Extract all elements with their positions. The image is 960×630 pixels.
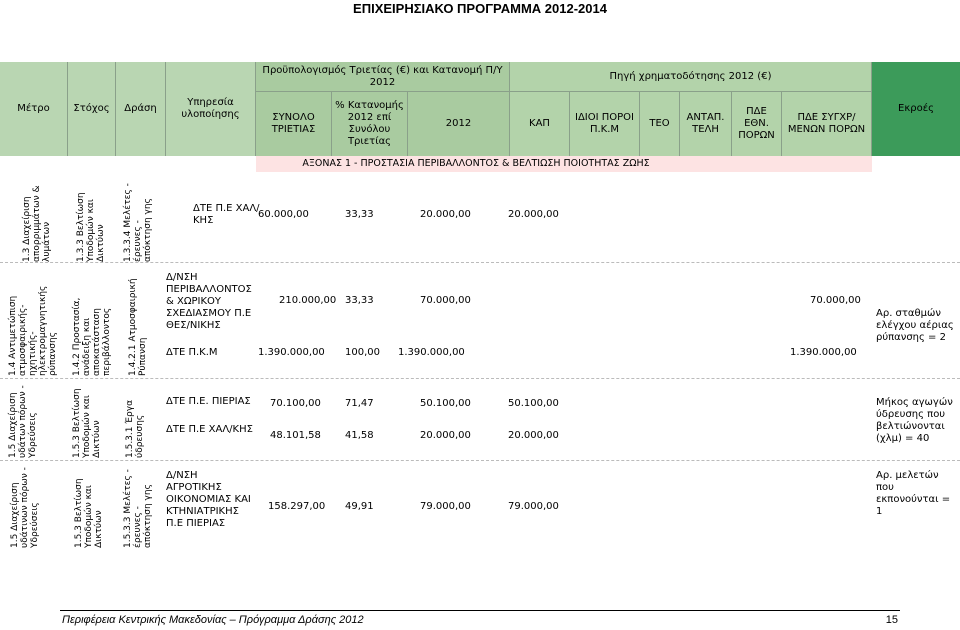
row3-2012-1: 50.100,00 [420, 398, 471, 409]
row1-ypiresia: ΔΤΕ Π.Ε ΧΑΛ/ΚΗΣ [193, 203, 260, 226]
row2-pososto-1: 33,33 [345, 295, 374, 306]
row1-metro: 1.3 Διαχείριση απορριμμάτων & λυμάτων [22, 185, 52, 262]
col-idioi: ΙΔΙΟΙ ΠΟΡΟΙ Π.Κ.Μ [570, 92, 640, 156]
row2-pde-ethn-2: 1.390.000,00 [790, 347, 857, 358]
footer-rule [60, 610, 900, 611]
col-synolo: ΣΥΝΟΛΟ ΤΡΙΕΤΙΑΣ [256, 92, 332, 156]
col-kap: ΚΑΠ [510, 92, 570, 156]
row3-ypiresia-2: ΔΤΕ Π.Ε ΧΑΛ/ΚΗΣ [166, 424, 253, 435]
row3-kap-1: 50.100,00 [508, 398, 559, 409]
row3-ypiresia-1: ΔΤΕ Π.Ε. ΠΙΕΡΙΑΣ [166, 396, 251, 407]
row4-ekroes: Αρ. μελετών που εκπονούνται = 1 [876, 470, 951, 517]
footer-text: Περιφέρεια Κεντρικής Μακεδονίας – Πρόγραμμα Δράσης 2012 [62, 614, 364, 626]
row3-synolo-1: 70.100,00 [270, 398, 321, 409]
row-divider [0, 378, 960, 379]
row3-2012-2: 20.000,00 [420, 430, 471, 441]
row2-drasi: 1.4.2.1 Ατμοσφαιρική Ρύπανση [128, 278, 148, 376]
row4-drasi: 1.5.3.3 Μελέτες - έρευνες - απόκτηση γης [123, 469, 153, 548]
row1-drasi: 1.3.3.4 Μελέτες - έρευνες - απόκτηση γης [123, 183, 153, 262]
row2-metro: 1.4 Αντιμετώπιση ατμοσφαιρικής-ηχητικής-ηλεκτρομαγνητικής ρύπανσης [8, 285, 58, 376]
row1-kap: 20.000,00 [508, 209, 559, 220]
row3-synolo-2: 48.101,58 [270, 430, 321, 441]
col-pde-ethn: ΠΔΕ ΕΘΝ. ΠΟΡΩΝ [732, 92, 782, 156]
col-ekroes: Εκροές [898, 103, 934, 114]
col-2012: 2012 [408, 92, 510, 156]
row-divider [0, 460, 960, 461]
row2-synolo-2: 1.390.000,00 [258, 347, 325, 358]
row2-ypiresia-1: Δ/ΝΣΗ ΠΕΡΙΒΑΛΛΟΝΤΟΣ & ΧΩΡΙΚΟΥ ΣΧΕΔΙΑΣΜΟΥ Π.Ε ΘΕΣ/ΝΙΚΗΣ [166, 272, 252, 331]
row4-pososto: 49,91 [345, 501, 374, 512]
row2-ypiresia-2: ΔΤΕ Π.Κ.Μ [166, 347, 218, 358]
col-source-group: Πηγή χρηματοδότησης 2012 (€) [510, 62, 872, 92]
row-divider [0, 262, 960, 263]
row2-synolo-1: 210.000,00 [279, 295, 337, 306]
row4-stoxos: 1.5.3 Βελτίωση Υποδομών και Δικτύων [74, 478, 104, 548]
row1-pososto: 33,33 [345, 209, 374, 220]
col-teo: ΤΕΟ [640, 92, 680, 156]
row3-pososto-1: 71,47 [345, 398, 374, 409]
row2-ekroes: Αρ. σταθμών ελέγχου αέριας ρύπανσης = 2 [876, 308, 954, 343]
row3-stoxos: 1.5.3 Βελτίωση Υποδομών και Δικτύων [72, 388, 102, 458]
col-stoxos: Στόχος [68, 62, 116, 156]
page-number: 15 [885, 614, 898, 626]
row2-pde-sygxr-1: 70.000,00 [810, 295, 861, 306]
row2-stoxos: 1.4.2 Προστασία, ανάδειξη και αποκατάσταση περιβάλλοντος [72, 297, 112, 376]
col-antap: ΑΝΤΑΠ. ΤΕΛΗ [680, 92, 732, 156]
row3-kap-2: 20.000,00 [508, 430, 559, 441]
row3-pososto-2: 41,58 [345, 430, 374, 441]
row2-2012-2: 1.390.000,00 [398, 347, 465, 358]
col-pde-sygxr: ΠΔΕ ΣΥΓΧΡ/ΜΕΝΩΝ ΠΟΡΩΝ [782, 92, 872, 156]
row3-drasi: 1.5.3.1 Έργα ύδρευσης [125, 399, 145, 458]
row4-2012: 79.000,00 [420, 501, 471, 512]
row1-stoxos: 1.3.3 Βελτίωση Υποδομών και Δικτύων [76, 192, 106, 262]
row1-2012: 20.000,00 [420, 209, 471, 220]
row1-synolo: 60.000,00 [258, 209, 309, 220]
row3-ekroes: Μήκος αγωγών ύδρευσης που βελτιώνονται (χλμ) = 40 [876, 397, 953, 444]
row4-metro: 1.5 Διαχείριση υδάτινων πόρων - Υδρεύσεις [10, 467, 40, 548]
page-title: ΕΠΙΧΕΙΡΗΣΙΑΚΟ ΠΡΟΓΡΑΜΜΑ 2012-2014 [353, 1, 607, 16]
row4-kap: 79.000,00 [508, 501, 559, 512]
row3-metro: 1.5 Διαχείριση υδάτων πόρων - Υδρεύσεις [8, 385, 38, 458]
col-ypiresia: Υπηρεσία υλοποίησης [166, 62, 256, 156]
row2-pososto-2: 100,00 [345, 347, 380, 358]
col-metro: Μέτρο [0, 62, 68, 156]
col-drasi: Δράση [116, 62, 166, 156]
row4-ypiresia: Δ/ΝΣΗ ΑΓΡΟΤΙΚΗΣ ΟΙΚΟΝΟΜΙΑΣ ΚΑΙ ΚΤΗΝΙΑΤΡΙΚΗΣ Π.Ε ΠΙΕΡΙΑΣ [166, 470, 251, 529]
col-pososto: % Κατανομής 2012 επί Συνόλου Τριετίας [332, 92, 408, 156]
col-budget-group: Προϋπολογισμός Τριετίας (€) και Κατανομή Π/Υ 2012 [256, 62, 510, 92]
axis-title: ΑΞΟΝΑΣ 1 - ΠΡΟΣΤΑΣΙΑ ΠΕΡΙΒΑΛΛΟΝΤΟΣ & ΒΕΛΤΙΩΣΗ ΠΟΙΟΤΗΤΑΣ ΖΩΗΣ [302, 158, 650, 169]
row4-synolo: 158.297,00 [268, 501, 326, 512]
row2-2012-1: 70.000,00 [420, 295, 471, 306]
